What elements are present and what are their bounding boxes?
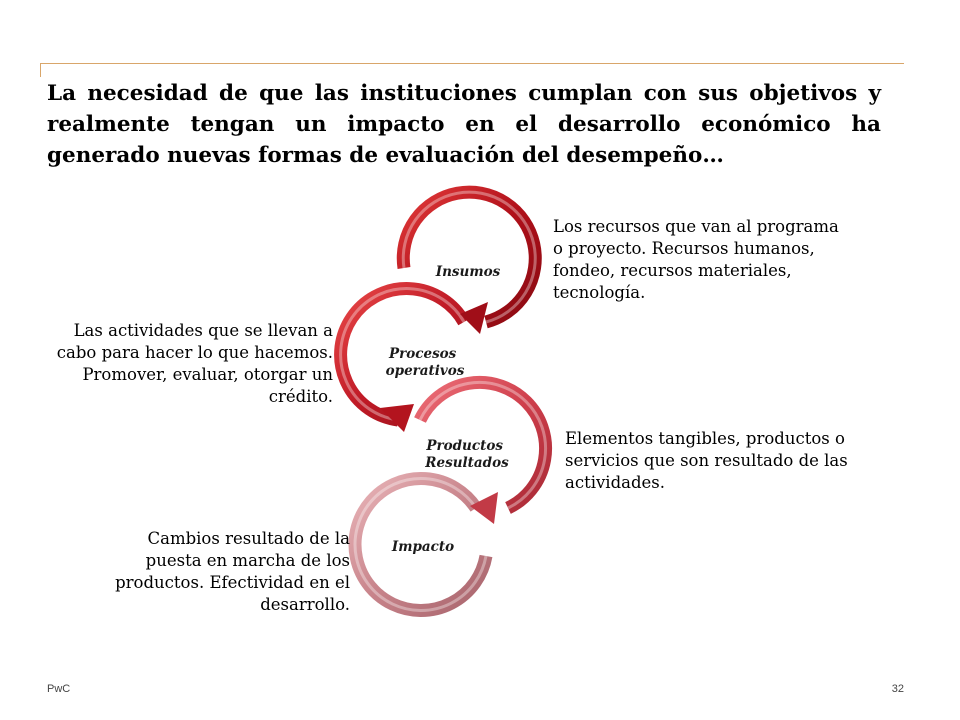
ring-label-impacto [391,539,454,555]
note-insumos: Los recursos que van al programa o proyecto. Recursos humanos, fondeo, recursos materiales, tecnología. [553,217,839,302]
ring-label-productos-line2: Resultados [425,455,509,471]
footer-brand: PwC [47,683,71,695]
ring-label-productos-line1: Productos [426,438,503,454]
page-number: 32 [891,683,904,695]
ring-label-insumos [435,264,501,280]
note-procesos: Las actividades que se llevan a cabo para hacer lo que hacemos. Promover, evaluar, otorgar un crédito. [56,321,333,406]
arrowhead-insumos [460,302,488,334]
ring-label-procesos-line2: operativos [385,363,465,379]
ring-label-procesos-line1: Procesos [389,346,457,362]
note-productos: Elementos tangibles, productos o servicios que son resultado de las actividades. [565,429,848,492]
ring-label-procesos [386,346,465,379]
slide-heading: La necesidad de que las instituciones cumplan con sus objetivos y realmente tengan un impacto en el desarrollo económico ha generado nuevas formas de evaluación del desempeño… [47,81,881,168]
ring-label-impacto-line: Impacto [391,539,455,555]
note-impacto: Cambios resultado de la puesta en marcha de los productos. Efectividad en el desarrollo. [115,529,350,614]
ring-label-productos [424,438,509,471]
ring-label-insumos-line: Insumos [435,264,501,280]
